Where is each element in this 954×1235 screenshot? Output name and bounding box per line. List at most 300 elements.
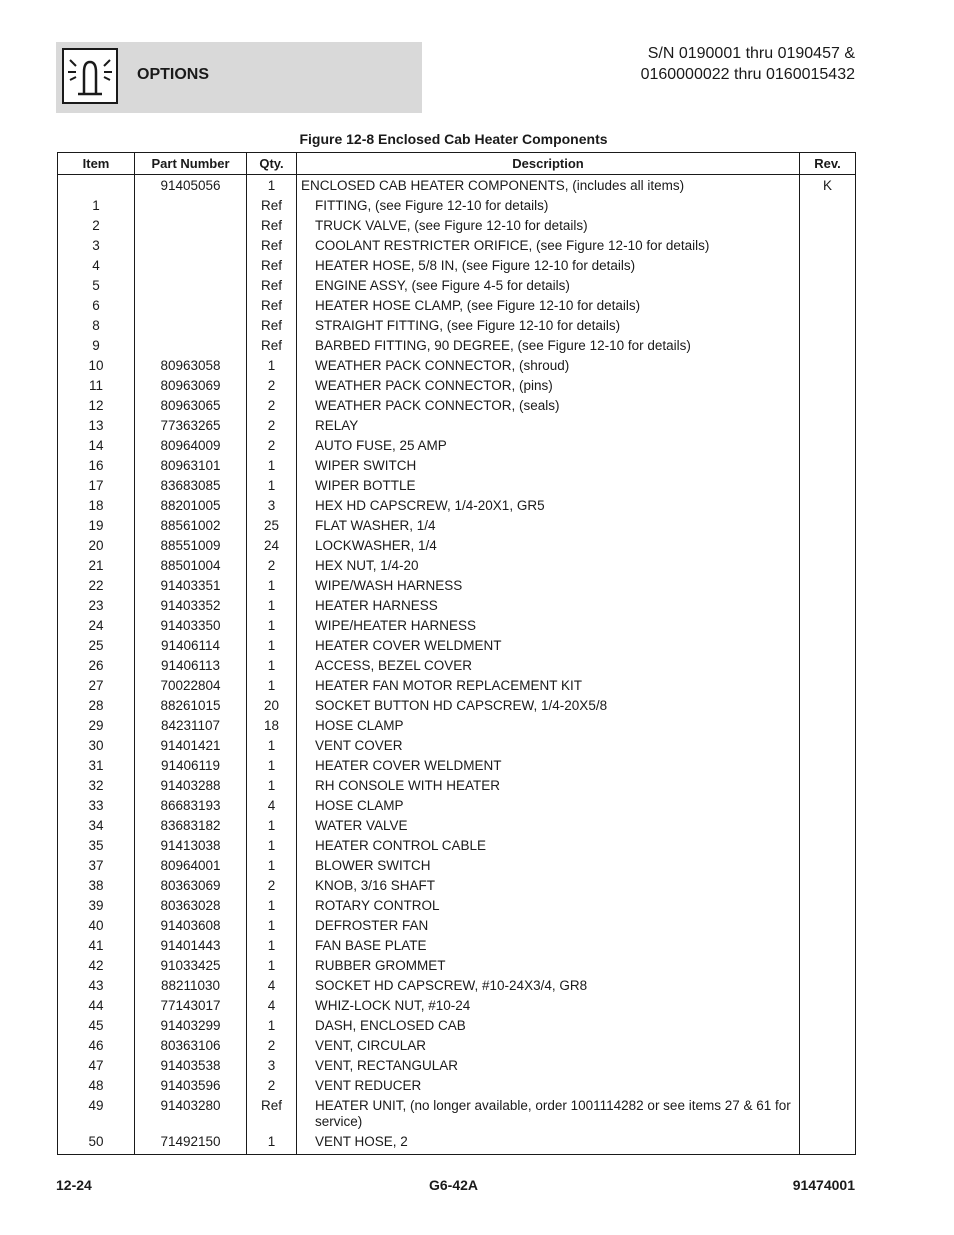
- cell-description: AUTO FUSE, 25 AMP: [297, 436, 800, 456]
- cell-rev: [800, 1076, 856, 1096]
- cell-description: STRAIGHT FITTING, (see Figure 12-10 for details): [297, 316, 800, 336]
- cell-qty: 20: [247, 696, 297, 716]
- cell-description: RH CONSOLE WITH HEATER: [297, 776, 800, 796]
- cell-description: FITTING, (see Figure 12-10 for details): [297, 196, 800, 216]
- cell-item: 1: [58, 196, 135, 216]
- cell-rev: [800, 796, 856, 816]
- cell-rev: [800, 996, 856, 1016]
- cell-qty: 2: [247, 556, 297, 576]
- cell-qty: 1: [247, 776, 297, 796]
- heater-icon: [62, 48, 118, 104]
- cell-description: ACCESS, BEZEL COVER: [297, 656, 800, 676]
- cell-qty: 2: [247, 396, 297, 416]
- table-row: [58, 516, 856, 536]
- cell-description: WEATHER PACK CONNECTOR, (shroud): [297, 356, 800, 376]
- cell-item: 42: [58, 956, 135, 976]
- cell-description: WATER VALVE: [297, 816, 800, 836]
- table-row: [58, 236, 856, 256]
- cell-item: 32: [58, 776, 135, 796]
- table-row: [58, 1076, 856, 1096]
- cell-item: 50: [58, 1132, 135, 1155]
- cell-rev: [800, 776, 856, 796]
- cell-qty: 1: [247, 736, 297, 756]
- cell-description: BLOWER SWITCH: [297, 856, 800, 876]
- cell-item: 41: [58, 936, 135, 956]
- cell-rev: [800, 1096, 856, 1132]
- cell-item: 16: [58, 456, 135, 476]
- cell-item: 48: [58, 1076, 135, 1096]
- cell-rev: [800, 1016, 856, 1036]
- cell-part-number: 80964001: [135, 856, 247, 876]
- cell-part-number: 91405056: [135, 175, 247, 197]
- cell-item: 27: [58, 676, 135, 696]
- cell-rev: [800, 916, 856, 936]
- cell-qty: 1: [247, 175, 297, 197]
- table-row: [58, 896, 856, 916]
- cell-qty: 1: [247, 1016, 297, 1036]
- cell-part-number: 83683085: [135, 476, 247, 496]
- table-row: [58, 996, 856, 1016]
- cell-part-number: [135, 316, 247, 336]
- cell-item: 35: [58, 836, 135, 856]
- figure-title: Figure 12-8 Enclosed Cab Heater Components: [299, 131, 608, 147]
- cell-qty: 1: [247, 636, 297, 656]
- cell-description: WHIZ-LOCK NUT, #10-24: [297, 996, 800, 1016]
- table-row: [58, 736, 856, 756]
- cell-qty: 1: [247, 756, 297, 776]
- col-header-qty: Qty.: [247, 153, 297, 175]
- cell-description: HEATER CONTROL CABLE: [297, 836, 800, 856]
- cell-item: 19: [58, 516, 135, 536]
- table-row: [58, 216, 856, 236]
- cell-description: SOCKET BUTTON HD CAPSCREW, 1/4-20X5/8: [297, 696, 800, 716]
- table-row: [58, 196, 856, 216]
- cell-item: 25: [58, 636, 135, 656]
- cell-item: 26: [58, 656, 135, 676]
- cell-part-number: 91403288: [135, 776, 247, 796]
- table-row: [58, 175, 856, 197]
- cell-item: 5: [58, 276, 135, 296]
- cell-qty: 1: [247, 456, 297, 476]
- cell-description: WIPE/WASH HARNESS: [297, 576, 800, 596]
- cell-description: WIPE/HEATER HARNESS: [297, 616, 800, 636]
- cell-rev: [800, 976, 856, 996]
- table-row: [58, 296, 856, 316]
- cell-rev: [800, 1036, 856, 1056]
- cell-description: HEATER UNIT, (no longer available, order 1001114282 or see items 27 & 61 for service): [297, 1096, 800, 1132]
- cell-item: 21: [58, 556, 135, 576]
- cell-rev: [800, 1056, 856, 1076]
- table-row: [58, 956, 856, 976]
- cell-item: 46: [58, 1036, 135, 1056]
- cell-rev: [800, 216, 856, 236]
- cell-part-number: 80963065: [135, 396, 247, 416]
- cell-description: VENT COVER: [297, 736, 800, 756]
- cell-rev: [800, 496, 856, 516]
- cell-rev: [800, 716, 856, 736]
- cell-rev: [800, 296, 856, 316]
- col-header-description: Description: [297, 153, 800, 175]
- cell-part-number: 91033425: [135, 956, 247, 976]
- cell-description: WEATHER PACK CONNECTOR, (seals): [297, 396, 800, 416]
- cell-part-number: 91406113: [135, 656, 247, 676]
- cell-description: COOLANT RESTRICTER ORIFICE, (see Figure 12-10 for details): [297, 236, 800, 256]
- cell-item: 10: [58, 356, 135, 376]
- cell-description: KNOB, 3/16 SHAFT: [297, 876, 800, 896]
- cell-part-number: [135, 256, 247, 276]
- cell-qty: Ref: [247, 256, 297, 276]
- cell-part-number: 91406119: [135, 756, 247, 776]
- cell-rev: [800, 636, 856, 656]
- table-row: [58, 1056, 856, 1076]
- cell-item: 33: [58, 796, 135, 816]
- cell-part-number: 91403538: [135, 1056, 247, 1076]
- cell-rev: [800, 596, 856, 616]
- table-row: [58, 376, 856, 396]
- table-row: [58, 636, 856, 656]
- table-row: [58, 836, 856, 856]
- cell-rev: [800, 656, 856, 676]
- document-number: 91474001: [792, 1177, 855, 1193]
- cell-item: 44: [58, 996, 135, 1016]
- cell-qty: 1: [247, 936, 297, 956]
- cell-item: 17: [58, 476, 135, 496]
- table-row: [58, 616, 856, 636]
- cell-part-number: 88261015: [135, 696, 247, 716]
- cell-part-number: [135, 336, 247, 356]
- cell-rev: [800, 196, 856, 216]
- cell-rev: [800, 236, 856, 256]
- cell-description: WEATHER PACK CONNECTOR, (pins): [297, 376, 800, 396]
- cell-qty: 1: [247, 836, 297, 856]
- cell-qty: Ref: [247, 276, 297, 296]
- cell-item: 40: [58, 916, 135, 936]
- serial-line-2: 0160000022 thru 0160015432: [640, 66, 855, 83]
- cell-rev: [800, 616, 856, 636]
- cell-part-number: 91403299: [135, 1016, 247, 1036]
- col-header-item: Item: [58, 153, 135, 175]
- cell-item: 47: [58, 1056, 135, 1076]
- cell-part-number: 91401421: [135, 736, 247, 756]
- cell-description: ENGINE ASSY, (see Figure 4-5 for details): [297, 276, 800, 296]
- cell-rev: [800, 356, 856, 376]
- cell-item: 12: [58, 396, 135, 416]
- cell-part-number: [135, 236, 247, 256]
- cell-qty: Ref: [247, 296, 297, 316]
- cell-rev: [800, 896, 856, 916]
- cell-item: 31: [58, 756, 135, 776]
- cell-item: 34: [58, 816, 135, 836]
- cell-item: 30: [58, 736, 135, 756]
- cell-item: 14: [58, 436, 135, 456]
- table-row: [58, 936, 856, 956]
- parts-table: [57, 152, 856, 1155]
- cell-item: 4: [58, 256, 135, 276]
- cell-description: HOSE CLAMP: [297, 716, 800, 736]
- cell-qty: Ref: [247, 336, 297, 356]
- cell-qty: 24: [247, 536, 297, 556]
- cell-rev: [800, 556, 856, 576]
- cell-rev: [800, 736, 856, 756]
- table-row: [58, 476, 856, 496]
- cell-qty: 4: [247, 976, 297, 996]
- cell-rev: [800, 516, 856, 536]
- table-row: [58, 1096, 856, 1132]
- table-row: [58, 796, 856, 816]
- cell-part-number: 77143017: [135, 996, 247, 1016]
- table-row: [58, 256, 856, 276]
- cell-item: 28: [58, 696, 135, 716]
- cell-item: 20: [58, 536, 135, 556]
- cell-qty: 3: [247, 496, 297, 516]
- model-number: G6-42A: [428, 1177, 479, 1193]
- cell-rev: [800, 576, 856, 596]
- cell-part-number: 71492150: [135, 1132, 247, 1155]
- cell-part-number: 83683182: [135, 816, 247, 836]
- cell-item: 2: [58, 216, 135, 236]
- cell-description: DASH, ENCLOSED CAB: [297, 1016, 800, 1036]
- cell-rev: [800, 876, 856, 896]
- cell-part-number: 88551009: [135, 536, 247, 556]
- cell-qty: 1: [247, 676, 297, 696]
- cell-qty: 1: [247, 576, 297, 596]
- parts-table-body: [58, 175, 856, 1155]
- section-title: OPTIONS: [137, 66, 210, 83]
- cell-rev: [800, 436, 856, 456]
- cell-description: HEATER FAN MOTOR REPLACEMENT KIT: [297, 676, 800, 696]
- cell-description: VENT, CIRCULAR: [297, 1036, 800, 1056]
- table-row: [58, 1132, 856, 1155]
- cell-description: WIPER BOTTLE: [297, 476, 800, 496]
- cell-qty: Ref: [247, 236, 297, 256]
- cell-qty: 3: [247, 1056, 297, 1076]
- cell-description: FLAT WASHER, 1/4: [297, 516, 800, 536]
- cell-part-number: 91403596: [135, 1076, 247, 1096]
- cell-description: ENCLOSED CAB HEATER COMPONENTS, (includes all items): [297, 175, 800, 197]
- table-row: [58, 676, 856, 696]
- serial-range: [641, 43, 855, 85]
- table-row: [58, 416, 856, 436]
- cell-item: 23: [58, 596, 135, 616]
- serial-line-1: S/N 0190001 thru 0190457 &: [647, 45, 855, 62]
- table-row: [58, 576, 856, 596]
- table-row: [58, 876, 856, 896]
- cell-part-number: 77363265: [135, 416, 247, 436]
- col-header-part-number: Part Number: [135, 153, 247, 175]
- cell-part-number: 80963101: [135, 456, 247, 476]
- cell-item: 37: [58, 856, 135, 876]
- cell-part-number: 88501004: [135, 556, 247, 576]
- cell-qty: Ref: [247, 316, 297, 336]
- cell-qty: 1: [247, 816, 297, 836]
- cell-part-number: 80964009: [135, 436, 247, 456]
- cell-rev: [800, 756, 856, 776]
- table-row: [58, 556, 856, 576]
- cell-qty: 1: [247, 956, 297, 976]
- cell-description: LOCKWASHER, 1/4: [297, 536, 800, 556]
- cell-item: 39: [58, 896, 135, 916]
- cell-rev: [800, 1132, 856, 1155]
- cell-part-number: 88201005: [135, 496, 247, 516]
- table-row: [58, 1036, 856, 1056]
- cell-description: VENT HOSE, 2: [297, 1132, 800, 1155]
- cell-qty: 2: [247, 416, 297, 436]
- table-row: [58, 336, 856, 356]
- cell-rev: [800, 276, 856, 296]
- cell-item: 43: [58, 976, 135, 996]
- cell-part-number: 91401443: [135, 936, 247, 956]
- cell-rev: [800, 256, 856, 276]
- cell-item: 3: [58, 236, 135, 256]
- table-row: [58, 816, 856, 836]
- cell-qty: 2: [247, 1036, 297, 1056]
- cell-description: DEFROSTER FAN: [297, 916, 800, 936]
- cell-rev: [800, 476, 856, 496]
- table-row: [58, 916, 856, 936]
- cell-qty: 25: [247, 516, 297, 536]
- cell-item: 18: [58, 496, 135, 516]
- cell-part-number: 91406114: [135, 636, 247, 656]
- cell-rev: [800, 696, 856, 716]
- cell-part-number: 88561002: [135, 516, 247, 536]
- cell-description: WIPER SWITCH: [297, 456, 800, 476]
- cell-rev: [800, 956, 856, 976]
- cell-description: HEX HD CAPSCREW, 1/4-20X1, GR5: [297, 496, 800, 516]
- cell-qty: 2: [247, 876, 297, 896]
- cell-qty: Ref: [247, 216, 297, 236]
- table-row: [58, 436, 856, 456]
- cell-description: VENT REDUCER: [297, 1076, 800, 1096]
- cell-description: HEATER HOSE CLAMP, (see Figure 12-10 for details): [297, 296, 800, 316]
- table-row: [58, 356, 856, 376]
- cell-qty: 1: [247, 356, 297, 376]
- cell-part-number: 91413038: [135, 836, 247, 856]
- cell-part-number: 80363028: [135, 896, 247, 916]
- cell-description: HEATER COVER WELDMENT: [297, 636, 800, 656]
- cell-qty: 18: [247, 716, 297, 736]
- cell-part-number: [135, 196, 247, 216]
- cell-description: ROTARY CONTROL: [297, 896, 800, 916]
- cell-qty: Ref: [247, 1096, 297, 1132]
- cell-qty: 1: [247, 916, 297, 936]
- page-number: 12-24: [56, 1177, 92, 1193]
- cell-part-number: 80363069: [135, 876, 247, 896]
- cell-rev: K: [800, 175, 856, 197]
- table-row: [58, 596, 856, 616]
- cell-part-number: 91403352: [135, 596, 247, 616]
- cell-part-number: 80963069: [135, 376, 247, 396]
- cell-description: RELAY: [297, 416, 800, 436]
- cell-part-number: 84231107: [135, 716, 247, 736]
- cell-part-number: 88211030: [135, 976, 247, 996]
- table-header-row: [58, 153, 856, 175]
- cell-item: 38: [58, 876, 135, 896]
- cell-rev: [800, 396, 856, 416]
- cell-description: HEATER HOSE, 5/8 IN, (see Figure 12-10 for details): [297, 256, 800, 276]
- cell-qty: 2: [247, 1076, 297, 1096]
- cell-item: 11: [58, 376, 135, 396]
- cell-part-number: 70022804: [135, 676, 247, 696]
- table-row: [58, 456, 856, 476]
- cell-rev: [800, 336, 856, 356]
- cell-part-number: 91403280: [135, 1096, 247, 1132]
- cell-rev: [800, 856, 856, 876]
- cell-item: 13: [58, 416, 135, 436]
- cell-part-number: 80963058: [135, 356, 247, 376]
- col-header-rev: Rev.: [800, 153, 856, 175]
- table-row: [58, 396, 856, 416]
- cell-qty: 1: [247, 856, 297, 876]
- cell-rev: [800, 676, 856, 696]
- cell-rev: [800, 376, 856, 396]
- cell-description: FAN BASE PLATE: [297, 936, 800, 956]
- cell-description: HOSE CLAMP: [297, 796, 800, 816]
- table-row: [58, 276, 856, 296]
- cell-part-number: 80363106: [135, 1036, 247, 1056]
- table-row: [58, 776, 856, 796]
- table-row: [58, 716, 856, 736]
- cell-part-number: 91403351: [135, 576, 247, 596]
- cell-description: HEATER COVER WELDMENT: [297, 756, 800, 776]
- cell-rev: [800, 316, 856, 336]
- cell-qty: 1: [247, 656, 297, 676]
- cell-description: BARBED FITTING, 90 DEGREE, (see Figure 12-10 for details): [297, 336, 800, 356]
- cell-item: 22: [58, 576, 135, 596]
- cell-rev: [800, 836, 856, 856]
- table-row: [58, 496, 856, 516]
- table-row: [58, 316, 856, 336]
- table-row: [58, 756, 856, 776]
- cell-rev: [800, 456, 856, 476]
- table-row: [58, 976, 856, 996]
- cell-rev: [800, 416, 856, 436]
- cell-qty: 2: [247, 436, 297, 456]
- cell-description: SOCKET HD CAPSCREW, #10-24X3/4, GR8: [297, 976, 800, 996]
- table-row: [58, 856, 856, 876]
- cell-item: 29: [58, 716, 135, 736]
- cell-part-number: 91403350: [135, 616, 247, 636]
- cell-qty: 1: [247, 476, 297, 496]
- cell-rev: [800, 536, 856, 556]
- cell-qty: Ref: [247, 196, 297, 216]
- cell-qty: 1: [247, 1132, 297, 1155]
- table-row: [58, 696, 856, 716]
- cell-part-number: 91403608: [135, 916, 247, 936]
- cell-rev: [800, 936, 856, 956]
- cell-part-number: 86683193: [135, 796, 247, 816]
- cell-qty: 1: [247, 896, 297, 916]
- cell-qty: 1: [247, 596, 297, 616]
- cell-description: TRUCK VALVE, (see Figure 12-10 for details): [297, 216, 800, 236]
- cell-item: 49: [58, 1096, 135, 1132]
- cell-qty: 4: [247, 796, 297, 816]
- cell-description: HEATER HARNESS: [297, 596, 800, 616]
- cell-qty: 1: [247, 616, 297, 636]
- cell-qty: 2: [247, 376, 297, 396]
- cell-rev: [800, 816, 856, 836]
- table-row: [58, 656, 856, 676]
- table-row: [58, 1016, 856, 1036]
- cell-item: 24: [58, 616, 135, 636]
- cell-item: 9: [58, 336, 135, 356]
- cell-description: VENT, RECTANGULAR: [297, 1056, 800, 1076]
- cell-item: 8: [58, 316, 135, 336]
- table-row: [58, 536, 856, 556]
- cell-part-number: [135, 296, 247, 316]
- cell-item: 6: [58, 296, 135, 316]
- cell-item: 45: [58, 1016, 135, 1036]
- cell-part-number: [135, 276, 247, 296]
